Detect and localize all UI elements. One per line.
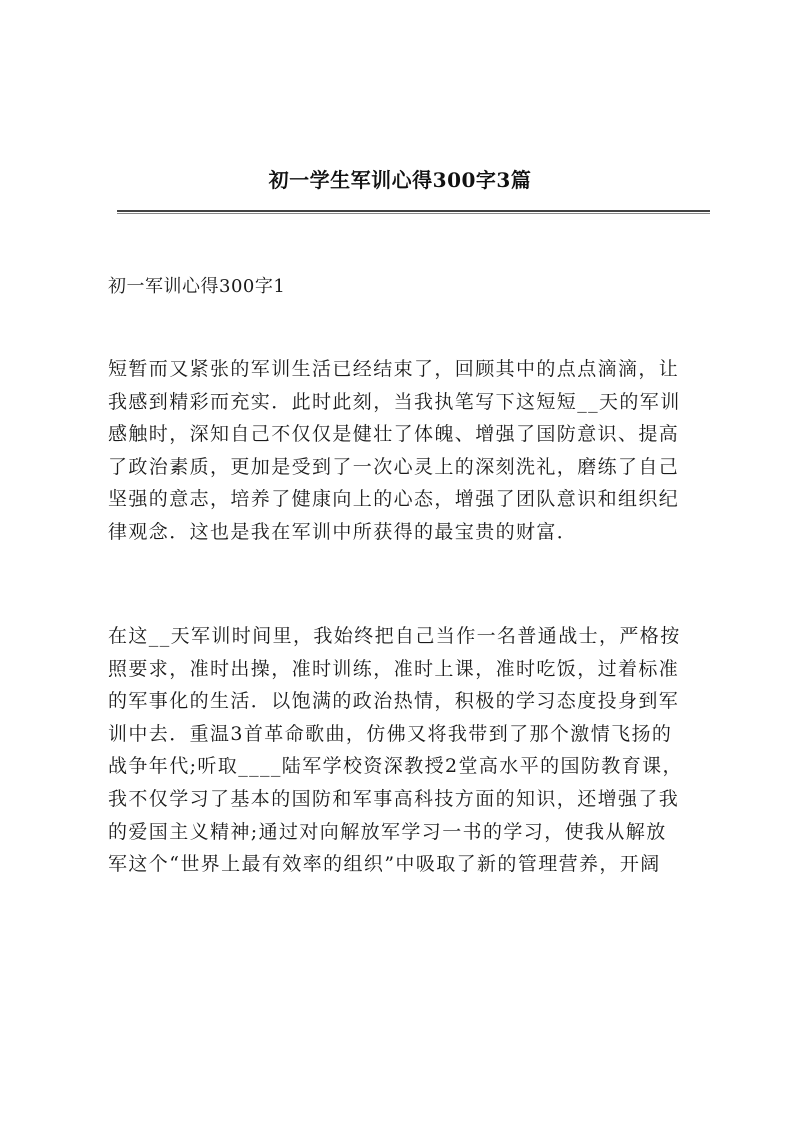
paragraph-line: 了政治素质，更加是受到了一次心灵上的深刻洗礼，磨练了自己 — [108, 455, 680, 478]
paragraph-line: 感触时，深知自己不仅仅是健壮了体魄、增强了国防意识、提高 — [108, 423, 680, 446]
paragraph-line: 坚强的意志，培养了健康向上的心态，增强了团队意识和组织纪 — [108, 488, 680, 511]
paragraph-line: 律观念．这也是我在军训中所获得的最宝贵的财富． — [108, 520, 578, 543]
paragraph-line: 我不仅学习了基本的国防和军事高科技方面的知识，还增强了我 — [108, 787, 680, 810]
paragraph-line: 军这个“世界上最有效率的组织”中吸取了新的管理营养，开阔 — [108, 853, 661, 876]
paragraph-line: 的爱国主义精神;通过对向解放军学习一书的学习，使我从解放 — [108, 820, 667, 843]
paragraph-line: 我感到精彩而充实．此时此刻，当我执笔写下这短短__天的军训 — [108, 390, 681, 413]
paragraph-line: 短暂而又紧张的军训生活已经结束了，回顾其中的点点滴滴，让 — [108, 358, 680, 380]
document-title: 初一学生军训心得300字3篇 — [268, 168, 532, 192]
paragraph-line: 照要求，准时出操，准时训练，准时上课，准时吃饭，过着标准 — [108, 657, 680, 680]
paragraph-line: 训中去．重温3首革命歌曲，仿佛又将我带到了那个激情飞扬的 — [108, 722, 673, 745]
section-heading: 初一军训心得300字1 — [108, 276, 286, 297]
paragraph-line: 的军事化的生活．以饱满的政治热情，积极的学习态度投身到军 — [108, 690, 680, 713]
title-divider — [117, 210, 710, 214]
paragraph-line: 在这__天军训时间里，我始终把自己当作一名普通战士，严格按 — [108, 625, 681, 647]
paragraph-1 — [108, 353, 698, 549]
paragraph-line: 战争年代;听取____陆军学校资深教授2堂高水平的国防教育课， — [108, 755, 683, 778]
paragraph-2 — [108, 620, 698, 881]
